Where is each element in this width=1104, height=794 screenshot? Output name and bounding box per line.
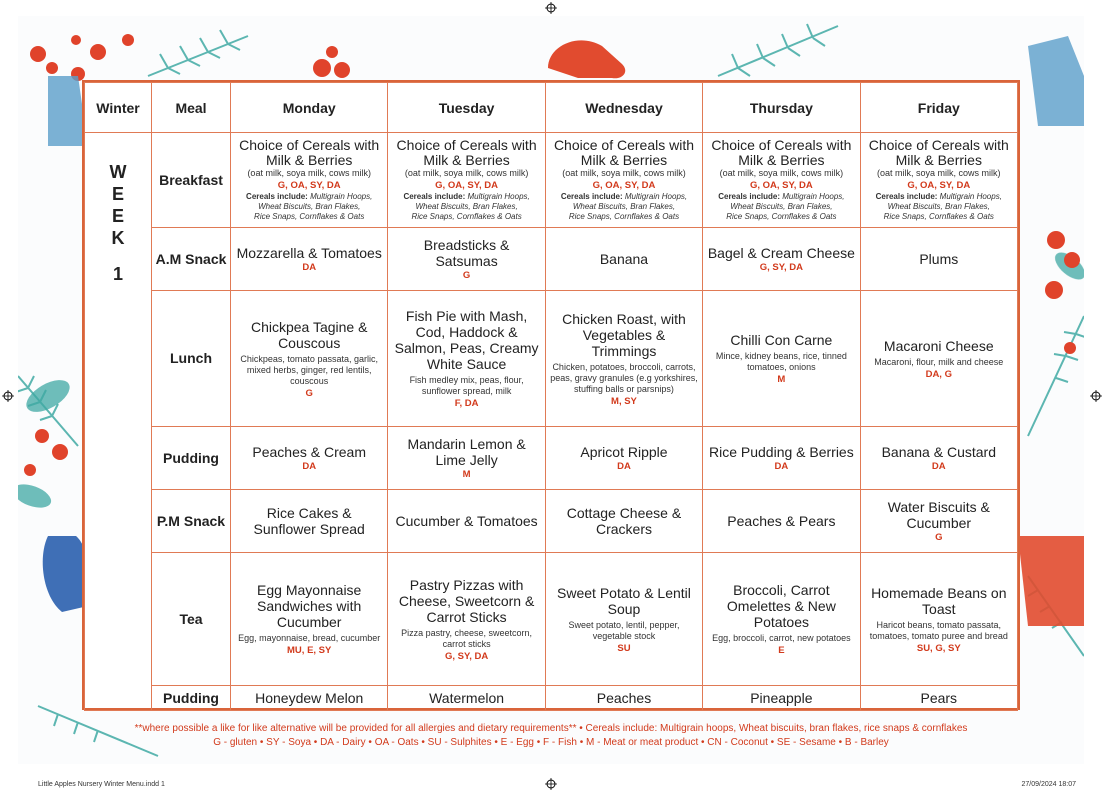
breakfast-cell (860, 133, 1017, 228)
am-snack-cell (231, 228, 388, 291)
breakfast-dish: Choice of Cereals with Milk & Berries (396, 137, 537, 168)
pm-snack-cell (703, 490, 860, 553)
pudding-cell (860, 427, 1017, 490)
allergen-codes: MU, E, SY (287, 645, 332, 656)
pm-snack-cell (545, 490, 702, 553)
lunch-cell (388, 291, 545, 427)
cereals-note: Cereals include: Multigrain Hoops, Wheat Biscuits, Bran Flakes, Rice Snaps, Cornflakes & Oats (246, 192, 373, 221)
dish-name: Water Biscuits & Cucumber (887, 499, 990, 531)
breakfast-dish: Choice of Cereals with Milk & Berries (711, 137, 852, 168)
cereals-note: Cereals include: Multigrain Hoops, Wheat Biscuits, Bran Flakes, Rice Snaps, Cornflakes & Oats (403, 192, 530, 221)
header-tuesday: Tuesday (388, 83, 545, 133)
pudding2-cell (231, 686, 388, 711)
pm-snack-row (85, 490, 1018, 553)
pm-snack-cell (388, 490, 545, 553)
allergen-codes: G, OA, SY, DA (749, 180, 813, 191)
allergen-codes: DA (617, 461, 631, 472)
footer-allergy-note: **where possible a like for like alternative will be provided for all allergies and dietary requirements** • Cereals include: Multigrain hoops, Wheat biscuits, bran flakes, rice snaps & cornflakes (134, 723, 968, 734)
ingredients: Egg, mayonnaise, bread, cucumber (238, 633, 381, 643)
tea-cell (545, 553, 702, 686)
pudding2-cell (860, 686, 1017, 711)
allergen-codes: SU (617, 642, 631, 654)
allergen-codes: G (462, 270, 471, 281)
ingredients: Sweet potato, lentil, pepper, vegetable stock (568, 619, 680, 641)
dish-name: Macaroni Cheese (883, 337, 994, 354)
cereals-note: Cereals include: Multigrain Hoops, Wheat Biscuits, Bran Flakes, Rice Snaps, Cornflakes & Oats (718, 192, 845, 221)
breakfast-cell (231, 133, 388, 228)
dish-name: Rice Pudding & Berries (708, 444, 854, 460)
meal-label-am-snack: A.M Snack (152, 228, 231, 291)
pudding2-cell (545, 686, 702, 711)
menu-table (84, 82, 1018, 711)
lunch-cell (860, 291, 1017, 427)
slug-date: 27/09/2024 18:07 (1021, 781, 1076, 788)
allergen-codes: G, OA, SY, DA (277, 180, 341, 191)
tea-cell (388, 553, 545, 686)
header-winter: Winter (85, 83, 152, 133)
slug-filename: Little Apples Nursery Winter Menu.indd 1 (38, 781, 165, 788)
dish-name: Broccoli, Carrot Omelettes & New Potatoes (726, 582, 836, 630)
am-snack-cell (388, 228, 545, 291)
lunch-cell (231, 291, 388, 427)
allergen-codes: G, SY, DA (444, 650, 489, 662)
menu-table-container (82, 80, 1020, 710)
am-snack-cell (545, 228, 702, 291)
breakfast-milks: (oat milk, soya milk, cows milk) (562, 168, 686, 178)
dish-name: Homemade Beans on Toast (871, 584, 1007, 617)
ingredients: Pizza pastry, cheese, sweetcorn, carrot sticks (401, 627, 533, 649)
lunch-cell (545, 291, 702, 427)
am-snack-cell (860, 228, 1017, 291)
dish-name: Mandarin Lemon & Lime Jelly (407, 436, 526, 468)
header-meal: Meal (152, 83, 231, 133)
dish-name: Fish Pie with Mash, Cod, Haddock & Salmon, Peas, Creamy White Sauce (394, 308, 539, 372)
tea-cell (860, 553, 1017, 686)
pudding-row (85, 427, 1018, 490)
dish-name: Chicken Roast, with Vegetables & Trimmings (562, 310, 686, 359)
breakfast-milks: (oat milk, soya milk, cows milk) (404, 168, 529, 178)
header-row (85, 83, 1018, 133)
ingredients: Mince, kidney beans, rice, tinned tomatoes, onions (715, 351, 847, 372)
dish-name: Apricot Ripple (580, 444, 668, 460)
dish-name: Cottage Cheese & Crackers (566, 504, 682, 537)
meal-label-lunch: Lunch (152, 291, 231, 427)
header-wednesday: Wednesday (545, 83, 702, 133)
dish-name: Peaches & Cream (252, 444, 366, 460)
registration-mark-icon (1090, 390, 1102, 402)
allergen-codes: DA, G (925, 368, 952, 380)
pm-snack-cell (860, 490, 1017, 553)
dish-name: Cucumber & Tomatoes (395, 512, 538, 529)
pudding-cell (388, 427, 545, 490)
allergen-codes: M (462, 469, 471, 480)
pudding-cell (545, 427, 702, 490)
dish-name: Pineapple (750, 690, 813, 706)
allergen-codes: F, DA (454, 398, 479, 409)
ingredients: Chickpeas, tomato passata, garlic, mixed herbs, ginger, red lentils, couscous (240, 353, 378, 386)
meal-label-pudding2: Pudding (152, 686, 231, 711)
ingredients: Egg, broccoli, carrot, new potatoes (712, 633, 851, 643)
week-number: 1 (112, 264, 123, 284)
ingredients: Haricot beans, tomato passata, tomatoes, tomato puree and bread (869, 619, 1008, 641)
dish-name: Bagel & Cream Cheese (707, 245, 855, 261)
dish-name: Chickpea Tagine & Couscous (250, 318, 368, 351)
allergen-codes: E (778, 645, 785, 656)
pudding2-cell (703, 686, 860, 711)
dish-name: Sweet Potato & Lentil Soup (557, 584, 691, 617)
breakfast-milks: (oat milk, soya milk, cows milk) (877, 168, 1001, 178)
ingredients: Macaroni, flour, milk and cheese (874, 356, 1004, 367)
allergen-codes: DA (302, 262, 317, 273)
allergen-codes: G, SY, DA (759, 262, 804, 273)
breakfast-milks: (oat milk, soya milk, cows milk) (719, 168, 844, 178)
dish-name: Plums (919, 250, 959, 267)
dish-name: Peaches (596, 690, 652, 706)
meal-label-tea: Tea (152, 553, 231, 686)
allergen-codes: G (935, 532, 943, 543)
cereals-note: Cereals include: Multigrain Hoops, Wheat Biscuits, Bran Flakes, Rice Snaps, Cornflakes & Oats (560, 192, 688, 221)
dish-name: Banana (599, 250, 649, 267)
dish-name: Egg Mayonnaise Sandwiches with Cucumber (257, 582, 362, 630)
registration-mark-icon (545, 778, 557, 790)
breakfast-dish: Choice of Cereals with Milk & Berries (868, 137, 1009, 168)
dish-name: Watermelon (429, 690, 505, 706)
pm-snack-cell (231, 490, 388, 553)
dish-name: Rice Cakes & Sunflower Spread (253, 504, 365, 537)
lunch-row (85, 291, 1018, 427)
cereals-note: Cereals include: Multigrain Hoops, Wheat Biscuits, Bran Flakes, Rice Snaps, Cornflakes & Oats (875, 192, 1002, 221)
allergen-codes: G (305, 387, 313, 399)
meal-label-pm-snack: P.M Snack (152, 490, 231, 553)
week-letter: E (111, 206, 124, 226)
registration-mark-icon (2, 390, 14, 402)
footer-allergen-key: G - gluten • SY - Soya • DA - Dairy • OA - Oats • SU - Sulphites • E - Egg • F - Fish • M - Meat or meat product • CN - Coconut • SE - Sesame • B - Barley (213, 737, 889, 748)
allergen-codes: G, OA, SY, DA (907, 180, 971, 191)
lunch-cell (703, 291, 860, 427)
week-letter: E (111, 184, 124, 204)
dish-name: Chilli Con Carne (730, 332, 833, 348)
tea-row (85, 553, 1018, 686)
breakfast-dish: Choice of Cereals with Milk & Berries (239, 137, 380, 168)
dish-name: Mozzarella & Tomatoes (236, 245, 382, 261)
am-snack-row (85, 228, 1018, 291)
allergen-codes: DA (931, 461, 946, 472)
dish-name: Honeydew Melon (255, 690, 364, 706)
ingredients: Chicken, potatoes, broccoli, carrots, peas, gravy granules (e.g yorkshires, stuffing balls or parsnips) (550, 361, 698, 394)
dish-name: Breadsticks & Satsumas (423, 237, 510, 269)
breakfast-cell (545, 133, 702, 228)
dish-name: Peaches & Pears (727, 512, 836, 529)
dish-name: Banana & Custard (881, 444, 996, 460)
pudding-cell (703, 427, 860, 490)
tea-cell (703, 553, 860, 686)
pudding-cell (231, 427, 388, 490)
meal-label-pudding: Pudding (152, 427, 231, 490)
registration-mark-icon (545, 2, 557, 14)
tea-cell (231, 553, 388, 686)
pudding2-cell (388, 686, 545, 711)
header-monday: Monday (231, 83, 388, 133)
breakfast-cell (388, 133, 545, 228)
allergen-codes: G, OA, SY, DA (592, 180, 656, 191)
allergen-codes: DA (302, 461, 317, 472)
header-thursday: Thursday (703, 83, 860, 133)
week-letter: W (109, 162, 127, 182)
breakfast-milks: (oat milk, soya milk, cows milk) (247, 168, 371, 178)
week-letter: K (111, 228, 125, 248)
ingredients: Fish medley mix, peas, flour, sunflower spread, milk (409, 375, 524, 396)
allergen-codes: M (777, 374, 786, 385)
am-snack-cell (703, 228, 860, 291)
dish-name: Pears (920, 690, 958, 706)
meal-label-breakfast: Breakfast (152, 133, 231, 228)
week-label (85, 133, 152, 711)
allergen-codes: DA (774, 461, 789, 472)
allergen-codes: G, OA, SY, DA (435, 180, 498, 191)
breakfast-dish: Choice of Cereals with Milk & Berries (553, 137, 694, 168)
header-friday: Friday (860, 83, 1017, 133)
breakfast-row (85, 133, 1018, 228)
allergen-codes: SU, G, SY (916, 642, 961, 654)
pudding2-row (85, 686, 1018, 711)
allergen-codes: M, SY (611, 395, 637, 407)
dish-name: Pastry Pizzas with Cheese, Sweetcorn & Carrot Sticks (398, 576, 535, 625)
breakfast-cell (703, 133, 860, 228)
